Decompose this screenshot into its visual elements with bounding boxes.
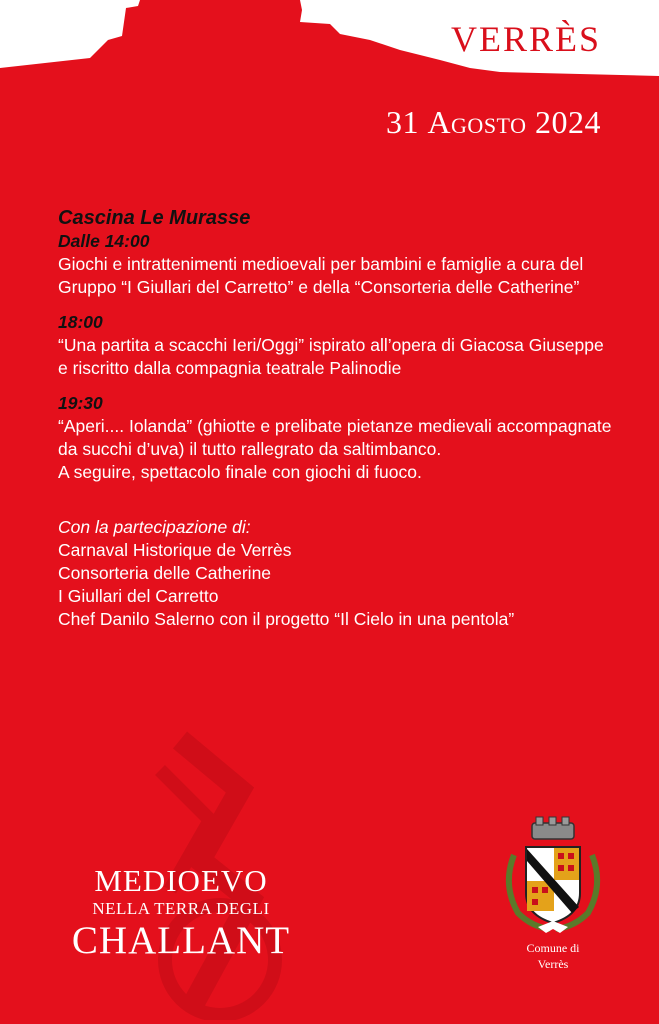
participant-item: Carnaval Historique de Verrès bbox=[58, 540, 292, 560]
comune-label bbox=[508, 940, 598, 972]
event-description-followup: A seguire, spettacolo finale con giochi di fuoco. bbox=[58, 462, 422, 482]
event-logo bbox=[56, 864, 306, 962]
event-time: Dalle 14:00 bbox=[58, 231, 150, 251]
logo-line-3: CHALLANT bbox=[71, 919, 291, 962]
event-description: Giochi e intrattenimenti medioevali per bambini e famiglie a cura del Gruppo “I Giullari del Carretto” e della “Consorteria delle Catherine” bbox=[58, 254, 584, 297]
participant-item: Chef Danilo Salerno con il progetto “Il Cielo in una pentola” bbox=[58, 609, 515, 629]
participant-item: Consorteria delle Catherine bbox=[58, 563, 272, 583]
event-1 bbox=[58, 230, 618, 299]
comune-line-2: Verrès bbox=[537, 957, 569, 971]
comune-line-1: Comune di bbox=[526, 941, 580, 955]
coat-of-arms-icon bbox=[498, 815, 608, 940]
venue-title: Cascina Le Murasse bbox=[58, 207, 251, 229]
program bbox=[58, 206, 618, 631]
logo-line-2: NELLA TERRA DEGLI bbox=[92, 899, 270, 918]
date-day: 31 bbox=[385, 104, 419, 140]
event-2 bbox=[58, 311, 618, 380]
participation-heading: Con la partecipazione di: bbox=[58, 517, 251, 537]
date-year: 2024 bbox=[535, 104, 601, 140]
logo-line-1: MEDIOEVO bbox=[94, 863, 268, 898]
event-time: 18:00 bbox=[58, 312, 103, 332]
event-date bbox=[386, 104, 601, 141]
event-time: 19:30 bbox=[58, 393, 103, 413]
date-month: Agosto bbox=[427, 104, 527, 140]
town-title: VERRÈS bbox=[450, 19, 601, 59]
event-3 bbox=[58, 392, 618, 484]
event-description: “Una partita a scacchi Ieri/Oggi” ispirato all’opera di Giacosa Giuseppe e riscritto dalla compagnia teatrale Palinodie bbox=[58, 335, 604, 378]
event-description: “Aperi.... Iolanda” (ghiotte e prelibate pietanze medievali accompagnate da succhi d’uva) il tutto rallegrato da saltimbanco. bbox=[58, 416, 612, 459]
participant-item: I Giullari del Carretto bbox=[58, 586, 219, 606]
